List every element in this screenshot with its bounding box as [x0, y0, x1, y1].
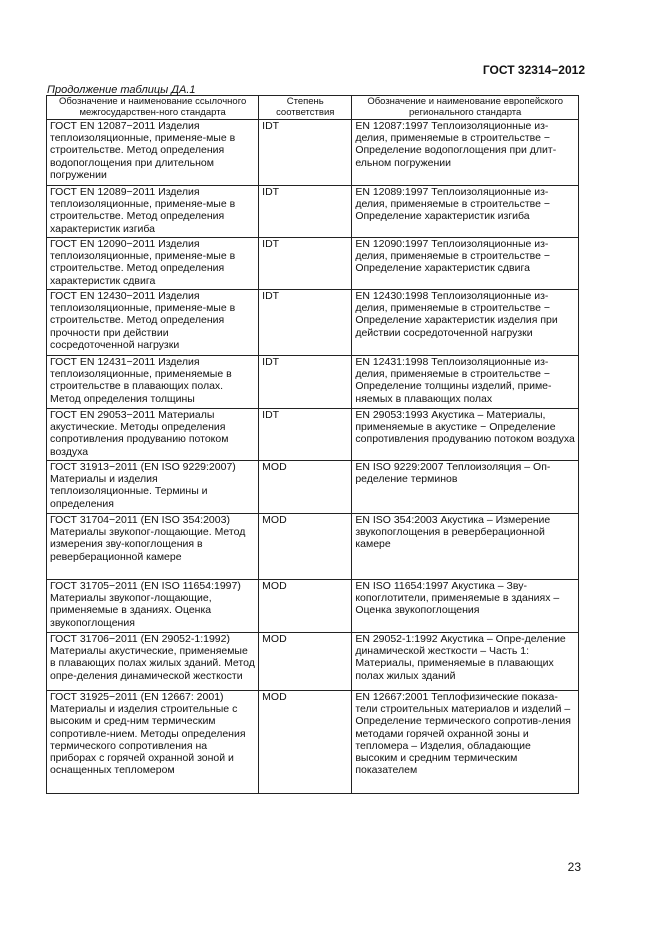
table-row	[47, 461, 579, 514]
column-header-european-standard: Обозначение и наименование европейского регионального стандарта	[352, 96, 579, 120]
column-header-interstate-standard: Обозначение и наименование ссылочного межгосударствен-ного стандарта	[47, 96, 259, 120]
cell-european-standard: EN 12089:1997 Теплоизоляционные из-делия, применяемые в строительстве − Определение характеристик изгиба	[352, 186, 579, 238]
cell-european-standard: EN ISO 354:2003 Акустика – Измерение звукопоглощения в реверберационной камере	[352, 514, 579, 580]
page-number: 23	[567, 860, 581, 874]
table-row	[47, 186, 579, 238]
cell-compliance-degree: MOD	[259, 691, 352, 794]
cell-compliance-degree: MOD	[259, 633, 352, 691]
cell-compliance-degree: IDT	[259, 290, 352, 356]
cell-european-standard: EN 29052-1:1992 Акустика – Опре-деление динамической жесткости – Часть 1: Материалы, применяемые в плавающих полах жилых зданий	[352, 633, 579, 691]
cell-european-standard: EN 12431:1998 Теплоизоляционные из-делия, применяемые в строительстве − Определение толщины изделий, приме-няемых в плавающих полах	[352, 356, 579, 409]
cell-european-standard: EN 12667:2001 Теплофизические показа-тели строительных материалов и изделий – Определение термического сопротив-ления методами горячей охранной зоны и тепломера – Изделия, обладающие высоким и средним термическим показателем	[352, 691, 579, 794]
cell-interstate-standard: ГОСТ 31925−2011 (EN 12667: 2001) Материалы и изделия строительные с высоким и сред-ним термическим сопротивле-нием. Методы определения термического сопротивления на приборах с горячей охранной зоной и оснащенных тепломером	[47, 691, 259, 794]
table-row	[47, 409, 579, 461]
table-row	[47, 633, 579, 691]
table-row	[47, 238, 579, 290]
cell-compliance-degree: MOD	[259, 514, 352, 580]
cell-interstate-standard: ГОСТ 31704−2011 (EN ISO 354:2003) Материалы звукопог-лощающие. Метод измерения зву-копоглощения в реверберационной камере	[47, 514, 259, 580]
cell-interstate-standard: ГОСТ 31706−2011 (EN 29052-1:1992) Материалы акустические, применяемые в плавающих полах жилых зданий. Метод опре-деления динамической жесткости	[47, 633, 259, 691]
column-header-compliance-degree: Степень соответствия	[259, 96, 352, 120]
cell-compliance-degree: MOD	[259, 461, 352, 514]
table-caption: Продолжение таблицы ДА.1	[47, 84, 196, 96]
cell-compliance-degree: IDT	[259, 186, 352, 238]
cell-compliance-degree: IDT	[259, 238, 352, 290]
table-row	[47, 290, 579, 356]
document-code: ГОСТ 32314−2012	[482, 63, 585, 77]
cell-interstate-standard: ГОСТ EN 12089−2011 Изделия теплоизоляционные, применяе-мые в строительстве. Метод определения характеристик изгиба	[47, 186, 259, 238]
table-header-row	[47, 96, 579, 120]
table-row	[47, 514, 579, 580]
cell-interstate-standard: ГОСТ EN 12431−2011 Изделия теплоизоляционные, применяемые в строительстве в плавающих полах. Метод определения толщины	[47, 356, 259, 409]
cell-compliance-degree: IDT	[259, 356, 352, 409]
cell-european-standard: EN ISO 11654:1997 Акустика – Зву-копоглотители, применяемые в зданиях – Оценка звукопоглощения	[352, 580, 579, 633]
table-row	[47, 691, 579, 794]
cell-european-standard: EN 12090:1997 Теплоизоляционные из-делия, применяемые в строительстве − Определение характеристик сдвига	[352, 238, 579, 290]
cell-interstate-standard: ГОСТ 31705−2011 (EN ISO 11654:1997) Материалы звукопог-лощающие, применяемые в зданиях. Оценка звукопоглощения	[47, 580, 259, 633]
table-row	[47, 580, 579, 633]
cell-european-standard: EN 12087:1997 Теплоизоляционные из-делия, применяемые в строительстве − Определение водопоглощения при длит-ельном погружении	[352, 120, 579, 186]
cell-compliance-degree: IDT	[259, 409, 352, 461]
cell-european-standard: EN ISO 9229:2007 Теплоизоляция – Оп-ределение терминов	[352, 461, 579, 514]
table-row	[47, 356, 579, 409]
cell-interstate-standard: ГОСТ EN 12090−2011 Изделия теплоизоляционные, применяе-мые в строительстве. Метод определения характеристик сдвига	[47, 238, 259, 290]
cell-interstate-standard: ГОСТ EN 12430−2011 Изделия теплоизоляционные, применяе-мые в строительстве. Метод определения прочности при действии сосредоточенной нагрузки	[47, 290, 259, 356]
standards-table	[46, 95, 579, 794]
cell-interstate-standard: ГОСТ 31913−2011 (EN ISO 9229:2007) Материалы и изделия теплоизоляционные. Термины и определения	[47, 461, 259, 514]
cell-european-standard: EN 12430:1998 Теплоизоляционные из-делия, применяемые в строительстве − Определение характеристик изделия при действии сосредоточенной нагрузки	[352, 290, 579, 356]
cell-compliance-degree: MOD	[259, 580, 352, 633]
cell-interstate-standard: ГОСТ EN 12087−2011 Изделия теплоизоляционные, применяе-мые в строительстве. Метод определения водопоглощения при длительном погружении	[47, 120, 259, 186]
table-row	[47, 120, 579, 186]
cell-compliance-degree: IDT	[259, 120, 352, 186]
cell-interstate-standard: ГОСТ EN 29053−2011 Материалы акустические. Методы определения сопротивления продуванию потоком воздуха	[47, 409, 259, 461]
table-body	[47, 120, 579, 794]
cell-european-standard: EN 29053:1993 Акустика – Материалы, применяемые в акустике − Определение сопротивления продуванию потоком воздуха	[352, 409, 579, 461]
